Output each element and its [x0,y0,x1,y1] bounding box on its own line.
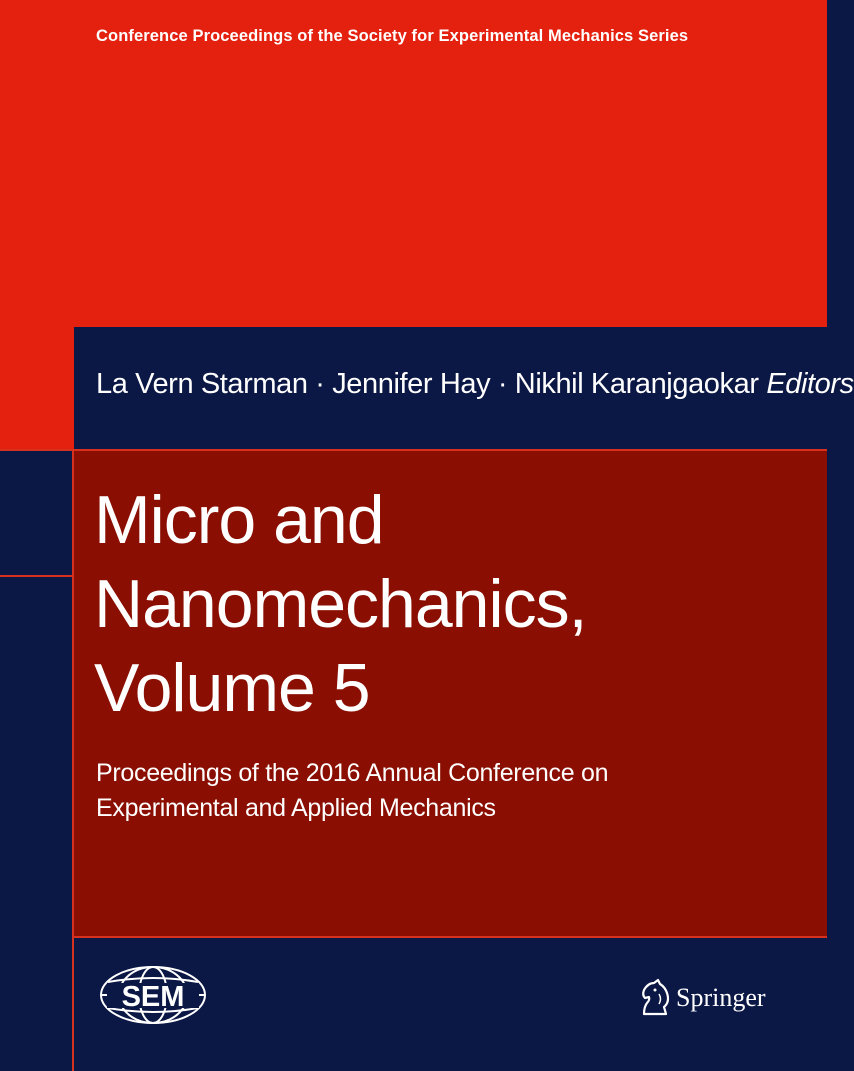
top-red-panel [0,0,827,327]
divider-line [0,449,827,451]
divider-line [73,936,827,938]
editors-line [96,368,854,401]
editor-names: La Vern Starman · Jennifer Hay · Nikhil Karanjgaokar [96,368,759,400]
divider-line [72,449,74,1071]
series-title: Conference Proceedings of the Society for Experimental Mechanics Series [96,27,689,45]
sem-logo [98,964,208,1026]
divider-line [0,575,73,577]
sem-logo-text: SEM [121,981,185,1013]
springer-logo [636,978,786,1018]
book-title [94,478,586,730]
left-red-strip [0,327,74,449]
book-title-line: Volume 5 [94,650,370,726]
left-navy-column [0,449,73,1071]
knight-horse-icon [636,978,674,1016]
book-title-line: Micro and [94,482,384,558]
editors-role: Editors [766,368,854,400]
book-subtitle-line: Experimental and Applied Mechanics [96,794,496,822]
book-subtitle-line: Proceedings of the 2016 Annual Conference on [96,759,609,787]
book-title-line: Nanomechanics, [94,566,587,642]
book-subtitle [96,756,608,826]
springer-wordmark: Springer [676,983,766,1012]
